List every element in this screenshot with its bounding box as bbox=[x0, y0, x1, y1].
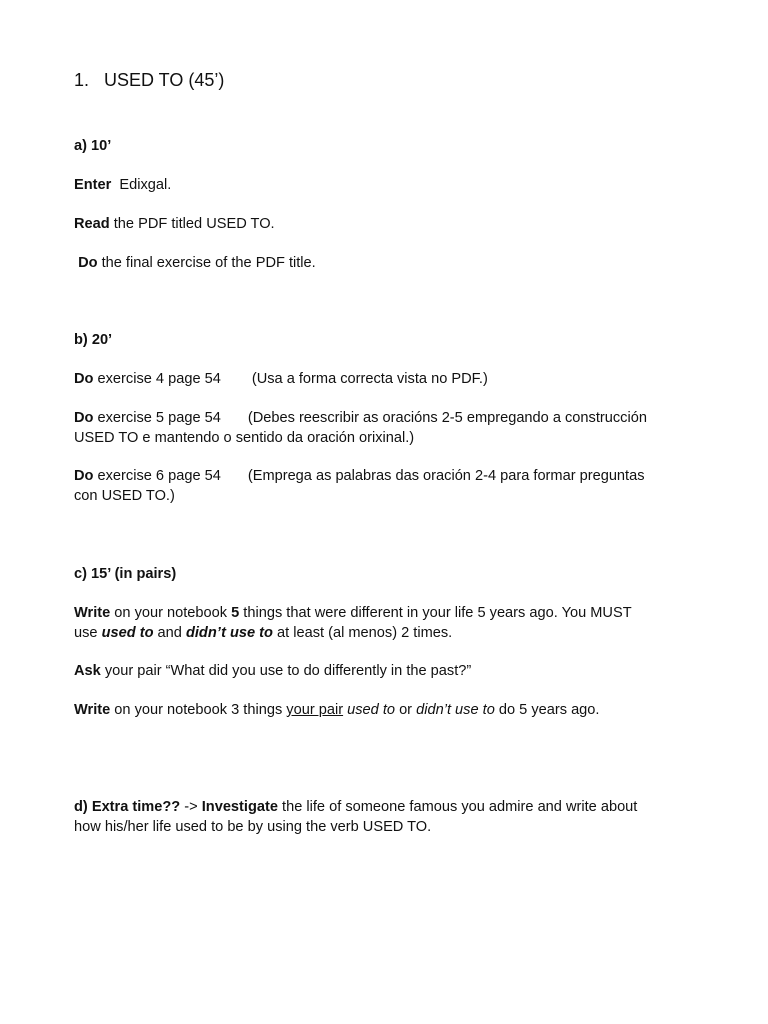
exercise-note: (Debes reescribir as oracións 2-5 empregando a construcción bbox=[247, 410, 647, 426]
verb: Do bbox=[78, 255, 98, 271]
section-b-label: b) 20’ bbox=[74, 332, 113, 348]
text: on your notebook 3 things bbox=[110, 702, 287, 718]
arrow: -> bbox=[180, 799, 202, 815]
text: at least (al menos) 2 times. bbox=[272, 624, 453, 641]
verb: Do bbox=[74, 468, 94, 484]
section-d bbox=[74, 798, 704, 837]
used-to-phrase: used to bbox=[347, 702, 396, 718]
exercise-item-2 bbox=[74, 409, 704, 448]
verb: Do bbox=[74, 371, 94, 387]
instruction-text: the PDF titled USED TO. bbox=[109, 216, 275, 232]
exercise-task: exercise 5 page 54 bbox=[93, 410, 221, 426]
text: on your notebook bbox=[110, 605, 232, 621]
exercise-note: (Usa a forma correcta vista no PDF.) bbox=[251, 371, 488, 387]
instruction-enter bbox=[74, 176, 704, 196]
heading-number: 1. bbox=[74, 70, 90, 90]
instruction-ask bbox=[74, 662, 704, 682]
text: do 5 years ago. bbox=[494, 702, 600, 718]
verb: Ask bbox=[74, 663, 101, 679]
instruction-text: your pair “What did you use to do differently in the past?” bbox=[100, 663, 472, 679]
used-to-phrase: used to bbox=[101, 624, 154, 641]
your-pair-underlined: your pair bbox=[286, 702, 344, 718]
exercise-note-cont: con USED TO.) bbox=[74, 487, 175, 504]
didnt-use-to-phrase: didn’t use to bbox=[416, 702, 495, 718]
instruction-text: the final exercise of the PDF title. bbox=[97, 255, 316, 271]
verb: Do bbox=[74, 410, 94, 426]
verb: Write bbox=[74, 702, 111, 718]
text: the life of someone famous you admire and write about bbox=[277, 799, 638, 815]
exercise-item-3 bbox=[74, 467, 704, 506]
instruction-write-2 bbox=[74, 701, 704, 721]
section-d-label: d) Extra time?? bbox=[74, 799, 181, 815]
text: use bbox=[74, 624, 102, 641]
text: how his/her life used to be by using the verb USED TO. bbox=[74, 818, 432, 835]
verb: Read bbox=[74, 216, 110, 232]
exercise-note: (Emprega as palabras das oración 2-4 para formar preguntas bbox=[247, 468, 645, 484]
didnt-use-to-phrase: didn’t use to bbox=[185, 624, 273, 641]
exercise-task: exercise 4 page 54 bbox=[93, 371, 221, 387]
exercise-task: exercise 6 page 54 bbox=[93, 468, 221, 484]
instruction-read bbox=[74, 215, 704, 235]
heading-text: USED TO (45’) bbox=[104, 70, 225, 90]
page-title bbox=[74, 69, 704, 91]
section-a-label: a) 10’ bbox=[74, 138, 112, 154]
count: 5 bbox=[231, 605, 240, 621]
verb: Investigate bbox=[201, 799, 278, 815]
text: and bbox=[153, 624, 186, 641]
verb: Enter bbox=[74, 177, 112, 193]
text: or bbox=[395, 702, 417, 718]
instruction-text: Edixgal. bbox=[119, 177, 172, 193]
text: things that were different in your life 5 years ago. You MUST bbox=[239, 605, 632, 621]
verb: Write bbox=[74, 605, 111, 621]
section-c-label: c) 15’ (in pairs) bbox=[74, 566, 177, 582]
instruction-do bbox=[74, 254, 704, 274]
exercise-item-1 bbox=[74, 370, 704, 390]
exercise-note-cont: USED TO e mantendo o sentido da oración orixinal.) bbox=[74, 429, 415, 446]
instruction-write-1 bbox=[74, 604, 704, 643]
